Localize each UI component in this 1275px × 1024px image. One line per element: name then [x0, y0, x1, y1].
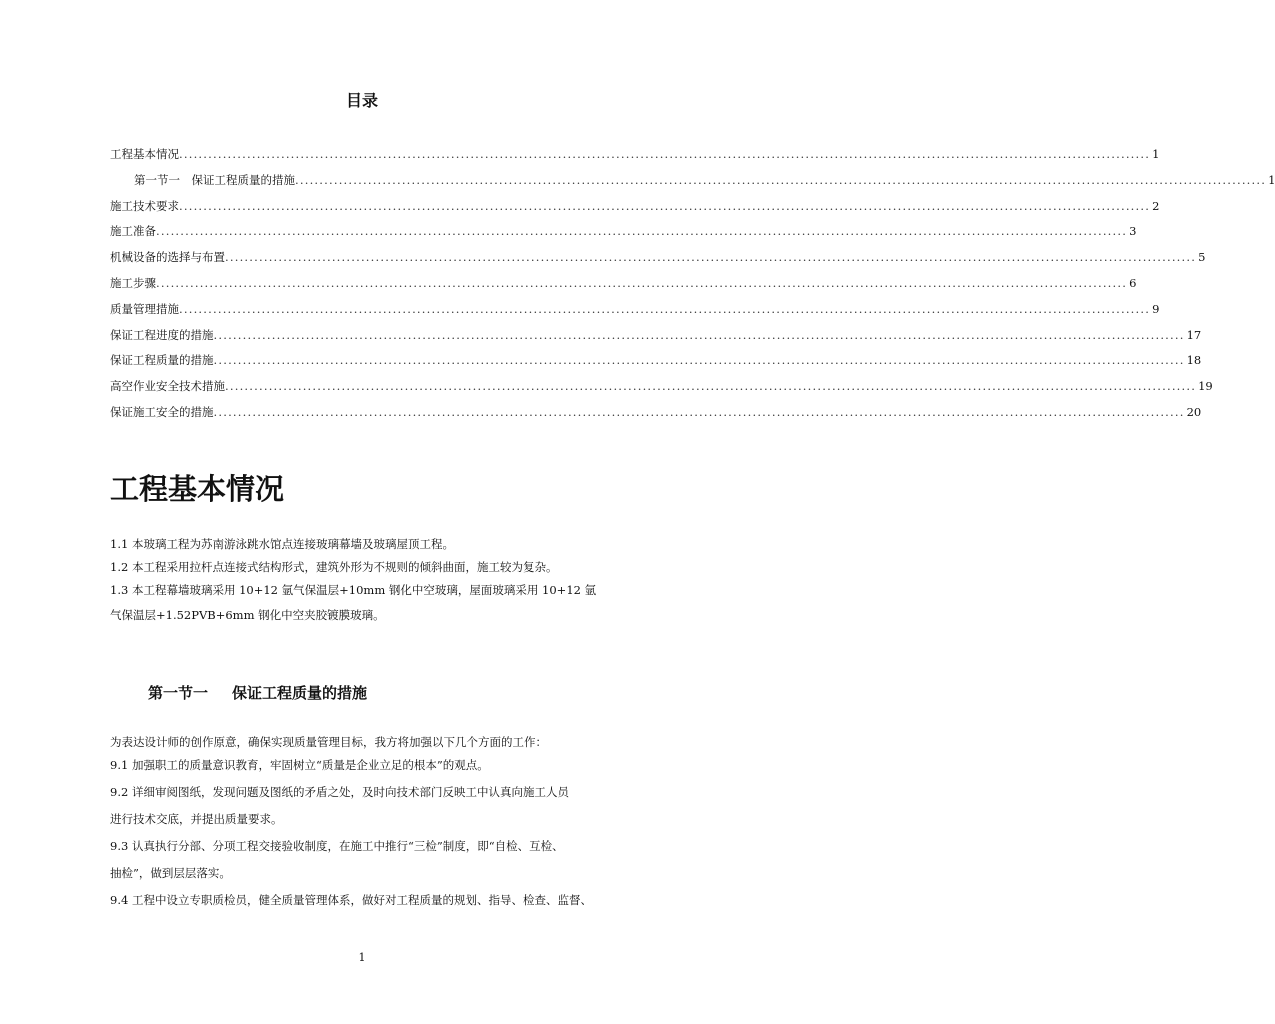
toc-leader-dots: ........................................................................................................................................................................................................	[213, 327, 1185, 342]
toc-entry-label: 保证工程质量的措施	[110, 353, 214, 368]
toc-entry-label: 质量管理措施	[110, 301, 179, 316]
section-number: 第一节一	[148, 684, 209, 702]
toc-entry-label: 工程基本情况	[110, 147, 179, 161]
toc-leader-dots: ........................................................................................................................................................................................................	[295, 172, 1267, 187]
toc-entry[interactable]	[110, 172, 1275, 198]
toc-leader-dots: ........................................................................................................................................................................................................	[225, 250, 1197, 265]
toc-entry[interactable]	[110, 378, 1213, 404]
page-number: 1	[358, 951, 366, 964]
toc-entry-page: 18	[1186, 353, 1202, 368]
toc-leader-dots: ........................................................................................................................................................................................................	[179, 198, 1151, 213]
toc-title: 目录	[345, 91, 378, 110]
toc-leader-dots: ........................................................................................................................................................................................................	[225, 379, 1197, 394]
toc-entry-page: 2	[1152, 198, 1160, 213]
section1-body	[110, 533, 620, 627]
toc-entry-page: 5	[1198, 250, 1206, 265]
toc-entry[interactable]	[110, 198, 1160, 224]
toc-leader-dots: ........................................................................................................................................................................................................	[213, 404, 1185, 419]
toc-entry[interactable]	[110, 223, 1137, 249]
toc-entry-page: 17	[1186, 327, 1202, 342]
toc-entry-label: 高空作业安全技术措施	[110, 379, 225, 394]
section2-body	[110, 731, 620, 912]
toc-entry-page: 1	[1268, 172, 1275, 187]
paragraph-line: 进行技术交底，并提出质量要求。	[110, 812, 283, 826]
section-heading-basic-info: 工程基本情况	[110, 472, 285, 506]
paragraph-line: 1.1 本玻璃工程为苏南游泳跳水馆点连接玻璃幕墙及玻璃屋顶工程。	[110, 537, 454, 551]
toc-entry-page: 3	[1129, 224, 1137, 239]
paragraph-line: 为表达设计师的创作原意，确保实现质量管理目标，我方将加强以下几个方面的工作：	[110, 735, 547, 749]
toc-entry-label: 机械设备的选择与布置	[110, 250, 225, 265]
toc-entry-label: 施工准备	[110, 224, 156, 239]
section-heading-quality	[148, 682, 367, 703]
paragraph-line: 9.1 加强职工的质量意识教育，牢固树立“质量是企业立足的根本”的观点。	[110, 758, 489, 772]
toc-entry-page: 9	[1152, 301, 1160, 316]
toc-entry-label: 施工步骤	[110, 275, 156, 290]
toc-entry-page: 1	[1152, 147, 1160, 161]
toc-entry-page: 19	[1198, 379, 1213, 394]
toc-leader-dots: ........................................................................................................................................................................................................	[156, 224, 1128, 239]
toc-entry[interactable]	[110, 327, 1202, 353]
paragraph-line: 气保温层+1.52PVB+6mm 钢化中空夹胶镀膜玻璃。	[110, 608, 385, 622]
toc-entry-label: 施工技术要求	[110, 198, 179, 213]
toc-leader-dots: ........................................................................................................................................................................................................	[179, 301, 1151, 316]
toc-leader-dots: ........................................................................................................................................................................................................	[213, 353, 1185, 368]
paragraph-line: 1.3 本工程幕墙玻璃采用 10+12 氩气保温层+10mm 钢化中空玻璃，屋面玻璃采用 10+12 氩	[110, 583, 597, 597]
toc-entry[interactable]	[110, 352, 1202, 378]
toc-entry-page: 6	[1129, 275, 1137, 290]
paragraph-line: 9.4 工程中设立专职质检员，健全质量管理体系，做好对工程质量的规划、指导、检查、监督、	[110, 893, 592, 907]
toc-entry-label: 保证施工安全的措施	[110, 404, 214, 419]
paragraph-line: 抽检”，做到层层落实。	[110, 866, 231, 880]
toc-entry[interactable]	[110, 146, 1160, 172]
toc-entry[interactable]	[110, 249, 1206, 275]
toc-entry[interactable]	[110, 275, 1137, 301]
toc-entry-label: 保证工程进度的措施	[110, 327, 214, 342]
table-of-contents	[110, 146, 1275, 430]
paragraph-line: 9.2 详细审阅图纸，发现问题及图纸的矛盾之处，及时向技术部门反映工中认真向施工人员	[110, 785, 569, 799]
toc-entry-page: 20	[1186, 404, 1202, 419]
toc-leader-dots: ........................................................................................................................................................................................................	[156, 275, 1128, 290]
toc-leader-dots: ........................................................................................................................................................................................................	[179, 147, 1151, 161]
paragraph-line: 1.2 本工程采用拉杆点连接式结构形式，建筑外形为不规则的倾斜曲面，施工较为复杂。	[110, 560, 558, 574]
toc-entry-label: 第一节一 保证工程质量的措施	[134, 172, 295, 187]
toc-entry[interactable]	[110, 301, 1160, 327]
toc-entry[interactable]	[110, 404, 1202, 430]
section-title: 保证工程质量的措施	[232, 684, 368, 702]
paragraph-line: 9.3 认真执行分部、分项工程交接验收制度，在施工中推行“三检”制度，即“自检、互检、	[110, 839, 564, 853]
